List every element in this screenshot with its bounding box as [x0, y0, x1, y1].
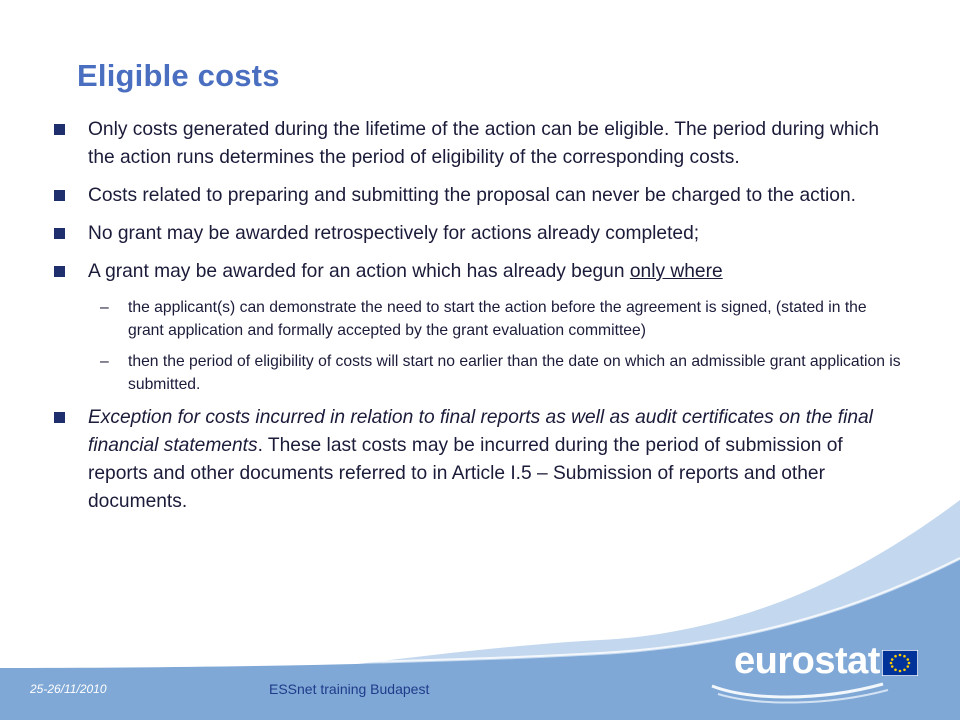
sub-bullet-item	[52, 296, 902, 342]
bullet-text: A grant may be awarded for an action which has already begun	[88, 261, 630, 282]
square-bullet-icon	[54, 190, 65, 201]
square-bullet-icon	[54, 124, 65, 135]
square-bullet-icon	[54, 266, 65, 277]
bullet-text: Costs related to preparing and submitting the proposal can never be charged to the action.	[88, 185, 856, 206]
bullet-text: . These last costs may be incurred during the period of submission of reports and other documents referred to in Article I.5 – Submission of reports and other documents.	[88, 435, 843, 512]
square-bullet-icon	[54, 228, 65, 239]
logo-text: eurostat	[734, 640, 880, 682]
bullet-list	[52, 116, 902, 526]
eu-flag-icon	[882, 650, 918, 676]
dash-marker: –	[100, 353, 109, 370]
square-bullet-icon	[54, 412, 65, 423]
bullet-emphasis: only where	[629, 261, 723, 282]
footer-date: 25-26/11/2010	[30, 682, 107, 696]
bullet-item	[52, 404, 902, 516]
sub-bullet-item	[52, 350, 902, 396]
bullet-text: No grant may be awarded retrospectively for actions already completed;	[88, 223, 700, 244]
slide-title: Eligible costs	[77, 58, 280, 93]
dash-marker: –	[100, 299, 109, 316]
bullet-text: Only costs generated during the lifetime of the action can be eligible. The period during which the action runs determines the period of eligibility of the corresponding costs.	[88, 119, 880, 168]
bullet-item	[52, 116, 902, 172]
bullet-italic-text: Exception for costs incurred in relation to final reports as well as audit certificates on the final financial statements	[88, 407, 873, 456]
bullet-item	[52, 258, 902, 286]
bullet-item	[52, 220, 902, 248]
sub-bullet-text: the applicant(s) can demonstrate the need to start the action before the agreement is signed, (stated in the grant application and formally accepted by the grant evaluation committee)	[128, 299, 867, 339]
sub-bullet-text: then the period of eligibility of costs will start no earlier than the date on which an admissible grant application is submitted.	[128, 353, 901, 393]
eurostat-logo	[708, 628, 923, 708]
footer-event: ESSnet training Budapest	[269, 681, 430, 697]
bullet-item	[52, 182, 902, 210]
